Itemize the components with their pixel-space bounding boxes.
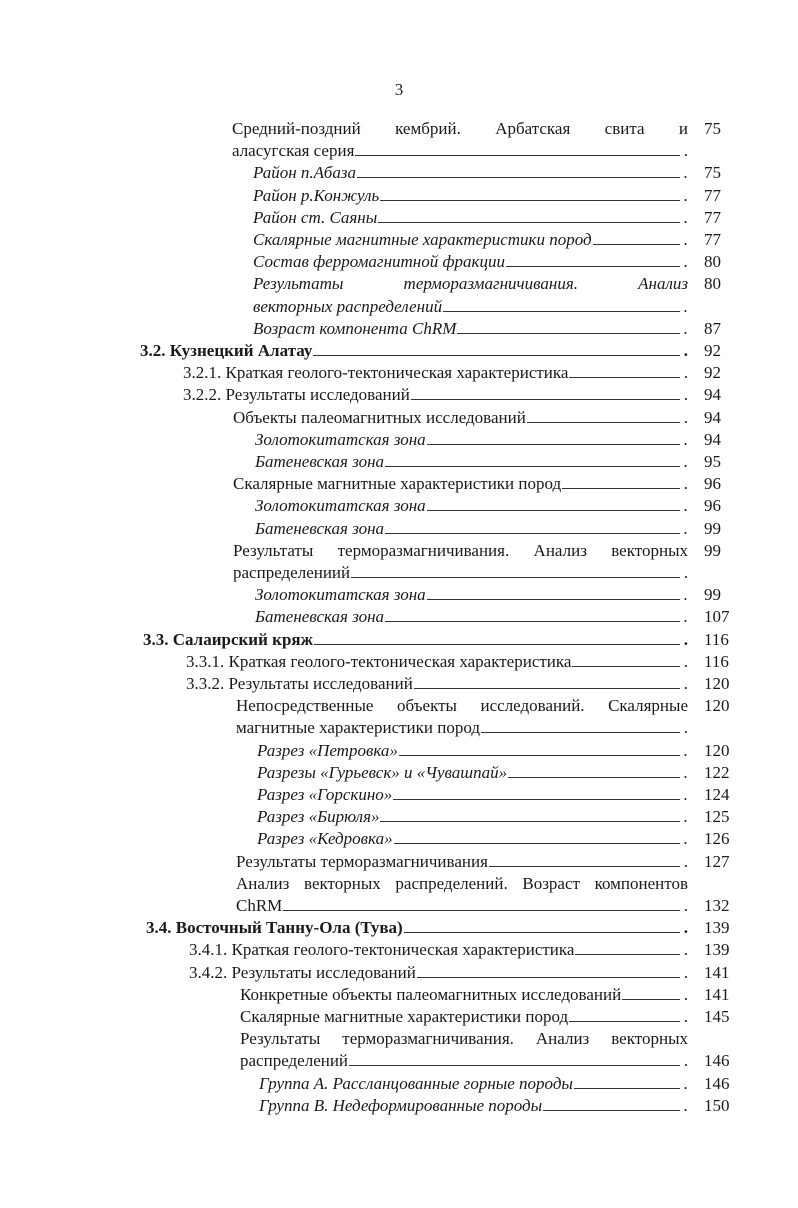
- leader-line: [414, 673, 680, 689]
- toc-entry-text: [183, 384, 688, 406]
- toc-page-number[interactable]: 92: [704, 363, 721, 383]
- page-number: 3: [394, 80, 404, 99]
- toc-entry-text: [240, 1028, 688, 1050]
- toc-entry-text: [233, 407, 688, 429]
- leader-dot: .: [683, 807, 688, 827]
- toc-entry-text: [253, 185, 688, 207]
- toc-page-number[interactable]: 75: [704, 119, 721, 138]
- toc-entry-label: Разрез «Кедровка»: [257, 829, 393, 849]
- toc-page-number[interactable]: 80: [704, 274, 721, 294]
- leader-dot: .: [683, 674, 688, 693]
- toc-entry-text: [236, 695, 688, 717]
- leader-dot: .: [683, 207, 688, 227]
- toc-entry-text: [233, 562, 688, 584]
- toc-entry-label: 3.4. Восточный Танну-Ола (Тува): [146, 918, 403, 938]
- toc-page-number[interactable]: 146: [704, 1073, 730, 1093]
- leader-dot: .: [683, 851, 688, 871]
- toc-entry-text: [257, 806, 688, 828]
- toc-entry-text: [257, 762, 688, 784]
- toc-entry-text: [253, 318, 688, 340]
- toc-entry-label: 3.3. Салаирский кряж: [143, 629, 313, 649]
- leader-line: [508, 762, 680, 778]
- toc-page-number[interactable]: 107: [704, 607, 730, 627]
- leader-dot: .: [683, 163, 688, 183]
- toc-page-number[interactable]: 94: [704, 385, 721, 405]
- leader-dot: .: [683, 563, 688, 582]
- leader-line: [427, 584, 680, 600]
- toc-page-number[interactable]: 77: [704, 185, 721, 205]
- toc-entry-label: распределений: [240, 1051, 349, 1071]
- leader-line: [393, 784, 680, 800]
- toc-entry-label: Батеневская зона: [255, 452, 385, 471]
- toc-entry-text: [255, 429, 688, 451]
- toc-entry-label: 3.4.1. Краткая геолого-тектоническая характеристика: [189, 940, 575, 960]
- leader-line: [313, 340, 680, 356]
- toc-entry-text: [140, 340, 688, 362]
- leader-line: [351, 562, 680, 578]
- leader-line: [380, 185, 680, 201]
- toc-entry-label: ChRM: [236, 896, 283, 915]
- toc-entry-text: [257, 784, 688, 806]
- leader-dot: .: [683, 607, 688, 627]
- toc-page-number[interactable]: 120: [704, 696, 730, 716]
- toc-entry-text: [259, 1095, 688, 1117]
- toc-entry-label: 3.2.1. Краткая геолого-тектоническая характеристика: [183, 363, 569, 383]
- leader-dot: .: [683, 1007, 688, 1026]
- toc-entry-text: [236, 851, 688, 873]
- leader-dot: .: [683, 518, 688, 538]
- toc-page-number[interactable]: 139: [704, 940, 730, 960]
- toc-entry-text: [232, 140, 688, 162]
- toc-entry-label: Группа А. Рассланцованные горные породы: [259, 1073, 573, 1093]
- leader-dot: .: [683, 318, 688, 338]
- leader-line: [481, 717, 680, 733]
- leader-line: [443, 296, 680, 312]
- toc-entry-label: Объекты палеомагнитных исследований: [233, 407, 526, 427]
- toc-entry-text: [253, 207, 688, 229]
- toc-entry-label: Район р.Конжуль: [253, 185, 380, 205]
- toc-page-number[interactable]: 124: [704, 785, 730, 804]
- toc-page-number[interactable]: 141: [704, 984, 730, 1004]
- leader-line: [574, 1073, 680, 1089]
- leader-line: [427, 429, 680, 445]
- toc-page-number[interactable]: 77: [704, 207, 721, 227]
- leader-line: [355, 140, 680, 156]
- toc-entry-label: Конкретные объекты палеомагнитных исследований: [240, 984, 622, 1004]
- toc-entry-label: аласугская серия: [232, 141, 355, 161]
- toc-entry-label: Батеневская зона: [255, 607, 385, 627]
- toc-entry-text: [257, 828, 688, 850]
- leader-line: [569, 1006, 680, 1022]
- leader-dot: .: [683, 385, 688, 405]
- leader-dot: .: [683, 296, 688, 316]
- leader-line: [399, 740, 680, 756]
- toc-page-number[interactable]: 99: [704, 585, 721, 605]
- leader-line: [569, 362, 680, 378]
- leader-dot: .: [683, 918, 688, 938]
- toc-page-number[interactable]: 87: [704, 318, 721, 338]
- toc-page-number[interactable]: 92: [704, 341, 721, 360]
- leader-dot: .: [683, 407, 688, 427]
- toc-entry-text: [255, 606, 688, 628]
- toc-entry-label: Средний-поздний кембрий. Арбатская свита и: [232, 119, 688, 138]
- toc-entry-label: Результаты терморазмагничивания: [236, 851, 488, 871]
- toc-page-number[interactable]: 99: [704, 518, 721, 538]
- toc-entry-text: [257, 740, 688, 762]
- toc-entry-label: Район ст. Саяны: [253, 207, 378, 227]
- toc-entry-text: [233, 540, 688, 562]
- toc-entry-text: [189, 939, 688, 961]
- toc-page-number[interactable]: 139: [704, 918, 730, 938]
- leader-dot: .: [683, 940, 688, 960]
- leader-line: [357, 162, 680, 178]
- toc-page-number[interactable]: 94: [704, 429, 721, 449]
- toc-page-number[interactable]: 94: [704, 407, 721, 427]
- toc-entry-text: [253, 229, 688, 251]
- leader-dot: .: [683, 962, 688, 982]
- toc-page-number[interactable]: 116: [704, 629, 729, 649]
- leader-dot: .: [683, 252, 688, 272]
- toc-entry-label: распределениий: [233, 563, 351, 582]
- toc-entry-label: 3.2.2. Результаты исследований: [183, 385, 410, 405]
- toc-entry-label: Золотокитатская зона: [255, 429, 426, 449]
- toc-entry-label: Разрезы «Гурьевск» и «Чувашпай»: [257, 762, 508, 782]
- toc-entry-label: Район п.Абаза: [253, 163, 356, 183]
- leader-line: [457, 318, 680, 334]
- toc-entry-label: 3.3.1. Краткая геолого-тектоническая характеристика: [186, 651, 572, 671]
- toc-entry-text: [240, 984, 688, 1006]
- leader-line: [385, 518, 680, 534]
- toc-entry-label: Результаты терморазмагничивания. Анализ: [253, 274, 688, 294]
- toc-entry-text: [146, 917, 688, 939]
- toc-entry-text: [236, 895, 688, 917]
- leader-dot: .: [683, 185, 688, 205]
- toc-entry-label: 3.2. Кузнецкий Алатау: [140, 341, 313, 360]
- toc-page-number[interactable]: 132: [704, 896, 730, 915]
- leader-dot: .: [683, 1095, 688, 1115]
- leader-line: [349, 1050, 680, 1066]
- toc-entry-text: [255, 495, 688, 517]
- toc-entry-label: Результаты терморазмагничивания. Анализ векторных: [233, 540, 688, 560]
- toc-entry-text: [186, 651, 688, 673]
- leader-dot: .: [683, 230, 688, 249]
- toc-page-number[interactable]: 125: [704, 807, 730, 827]
- toc-page-number[interactable]: 141: [704, 962, 730, 982]
- toc-entry-label: Разрез «Петровка»: [257, 740, 398, 760]
- leader-line: [527, 407, 680, 423]
- leader-dot: .: [683, 429, 688, 449]
- leader-dot: .: [683, 341, 688, 360]
- leader-dot: .: [683, 1073, 688, 1093]
- toc-entry-text: [255, 518, 688, 540]
- leader-line: [283, 895, 680, 911]
- toc-entry-text: [186, 673, 688, 695]
- leader-dot: .: [683, 984, 688, 1004]
- toc-page-number[interactable]: 146: [704, 1051, 730, 1071]
- toc-entry-label: магнитные характеристики пород: [236, 718, 481, 738]
- toc-entry-text: [189, 962, 688, 984]
- toc-page-number[interactable]: 77: [704, 230, 721, 249]
- toc-page-number[interactable]: 96: [704, 474, 721, 494]
- toc-page-number[interactable]: 126: [704, 829, 730, 849]
- toc-entry-label: Батеневская зона: [255, 518, 385, 538]
- toc-entry-label: Группа В. Недеформированные породы: [259, 1095, 543, 1115]
- leader-line: [489, 851, 680, 867]
- leader-dot: .: [683, 363, 688, 383]
- leader-dot: .: [683, 651, 688, 671]
- toc-entry-label: Разрез «Бирюля»: [257, 807, 380, 827]
- toc-entry-label: Золотокитатская зона: [255, 585, 426, 605]
- toc-entry-label: Анализ векторных распределений. Возраст компонентов: [236, 873, 688, 893]
- leader-line: [380, 806, 680, 822]
- toc-entry-text: [232, 118, 688, 140]
- leader-dot: .: [683, 785, 688, 804]
- leader-line: [378, 207, 680, 223]
- leader-line: [562, 473, 680, 489]
- leader-dot: .: [683, 718, 688, 738]
- leader-dot: .: [683, 496, 688, 516]
- leader-dot: .: [683, 585, 688, 605]
- toc-page-number[interactable]: 116: [704, 651, 729, 671]
- toc-entry-label: 3.4.2. Результаты исследований: [189, 962, 416, 982]
- toc-entry-label: Результаты терморазмагничивания. Анализ векторных: [240, 1029, 688, 1049]
- leader-dot: .: [683, 1051, 688, 1071]
- toc-entry-text: [183, 362, 688, 384]
- leader-line: [417, 962, 680, 978]
- toc-entry-text: [236, 717, 688, 739]
- leader-line: [572, 651, 680, 667]
- toc-entry-label: Золотокитатская зона: [255, 496, 426, 516]
- toc-page-number[interactable]: 120: [704, 674, 730, 693]
- toc-entry-text: [255, 451, 688, 473]
- leader-line: [404, 917, 680, 933]
- leader-line: [575, 939, 680, 955]
- toc-page-number[interactable]: 120: [704, 740, 730, 760]
- toc-page-number[interactable]: 96: [704, 496, 721, 516]
- toc-page-number[interactable]: 75: [704, 163, 721, 183]
- leader-dot: .: [683, 474, 688, 494]
- toc-entry-label: Возраст компонента ChRM: [253, 318, 457, 338]
- leader-line: [506, 251, 680, 267]
- toc-entry-text: [236, 873, 688, 895]
- leader-line: [385, 606, 680, 622]
- toc-page-number[interactable]: 122: [704, 762, 730, 782]
- leader-line: [593, 229, 680, 245]
- toc-entry-label: Разрез «Горскино»: [257, 785, 393, 804]
- toc-entry-label: векторных распределений: [253, 296, 443, 316]
- toc-page-number[interactable]: 150: [704, 1095, 730, 1115]
- leader-dot: .: [683, 829, 688, 849]
- leader-line: [314, 629, 680, 645]
- toc-page-number[interactable]: 127: [704, 851, 730, 871]
- leader-line: [427, 495, 680, 511]
- toc-entry-text: [253, 162, 688, 184]
- leader-dot: .: [683, 452, 688, 471]
- toc-entry-label: 3.3.2. Результаты исследований: [186, 674, 413, 693]
- leader-line: [543, 1095, 680, 1111]
- toc-entry-text: [253, 296, 688, 318]
- toc-entry-label: Непосредственные объекты исследований. Скалярные: [236, 696, 688, 716]
- toc-page-number[interactable]: 80: [704, 252, 721, 272]
- leader-dot: .: [683, 762, 688, 782]
- toc-page-number[interactable]: 99: [704, 540, 721, 560]
- toc-entry-text: [233, 473, 688, 495]
- toc-entry-text: [253, 273, 688, 295]
- toc-entry-text: [240, 1006, 688, 1028]
- toc-entry-text: [143, 629, 688, 651]
- leader-dot: .: [683, 896, 688, 915]
- leader-line: [622, 984, 680, 1000]
- toc-entry-label: Состав ферромагнитной фракции: [253, 252, 505, 272]
- toc-entry-label: Скалярные магнитные характеристики пород: [233, 474, 562, 494]
- toc-entry-label: Скалярные магнитные характеристики пород: [253, 230, 592, 249]
- toc-entry-text: [255, 584, 688, 606]
- toc-entry-text: [253, 251, 688, 273]
- toc-page-number[interactable]: 95: [704, 452, 721, 471]
- leader-line: [385, 451, 680, 467]
- leader-line: [394, 828, 680, 844]
- toc-entry-text: [259, 1073, 688, 1095]
- toc-entry-text: [240, 1050, 688, 1072]
- toc-page-number[interactable]: 145: [704, 1007, 730, 1026]
- leader-line: [411, 384, 680, 400]
- leader-dot: .: [683, 141, 688, 161]
- leader-dot: .: [683, 740, 688, 760]
- toc-entry-label: Скалярные магнитные характеристики пород: [240, 1007, 569, 1026]
- leader-dot: .: [683, 629, 688, 649]
